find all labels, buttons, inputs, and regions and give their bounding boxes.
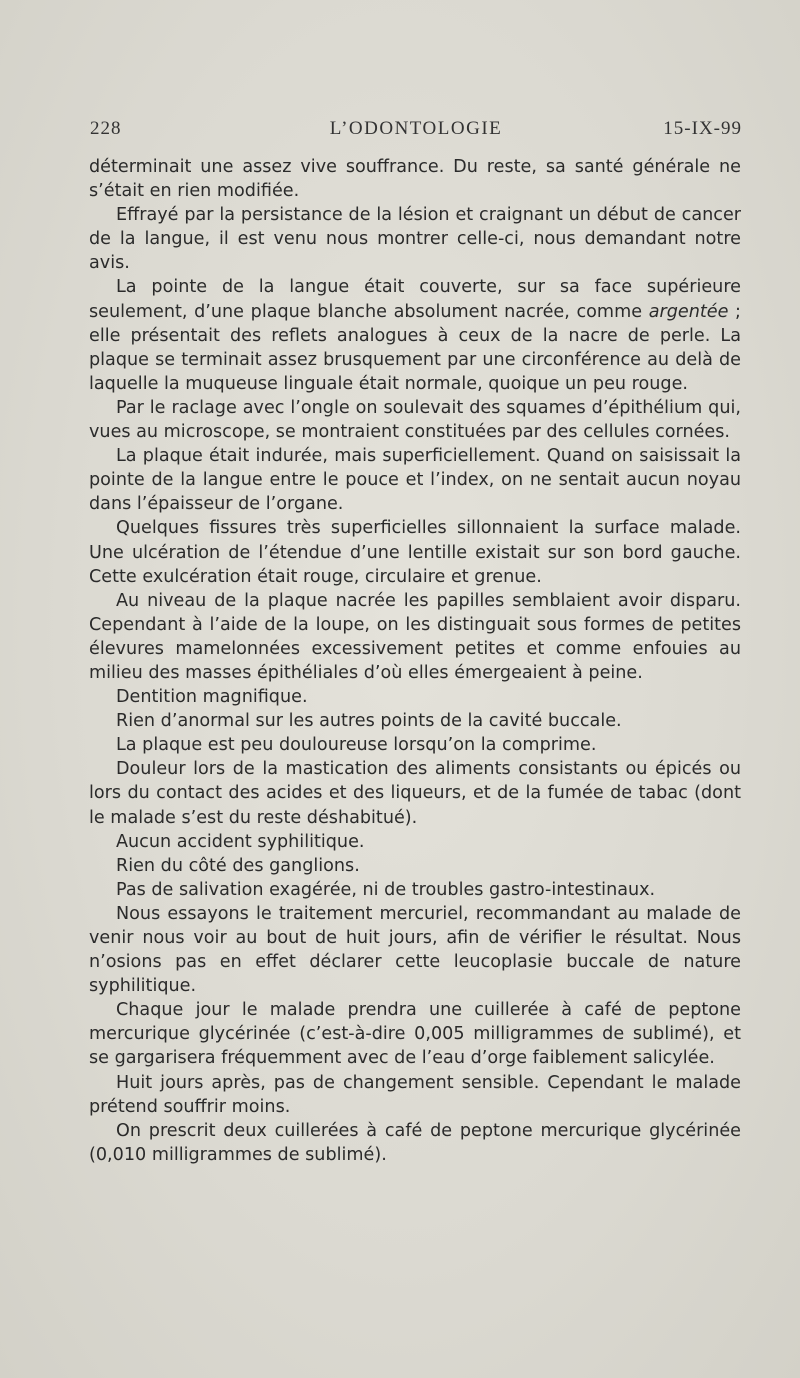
body-text [89,155,741,1167]
issue-date: 15-IX-99 [663,118,742,139]
paragraph: Quelques fissures très superficielles sillonnaient la surface malade. Une ulcération de l’étendue d’une lentille existait sur son bord gauche. Cette exulcération était rouge, circulaire et grenue. [89,518,741,587]
paragraph: déterminait une assez vive souffrance. Du reste, sa santé générale ne s’était en rien modifiée. [89,157,741,202]
page-number: 228 [90,118,122,139]
paragraph: Par le raclage avec l’ongle on soulevait des squames d’épithélium qui, vues au microscope, se montraient constituées par des cellules cornées. [89,397,741,443]
paragraph: On prescrit deux cuillerées à café de peptone mercurique glycérinée (0,010 milligrammes de sublimé). [89,1120,741,1165]
paragraph: Douleur lors de la mastication des aliments consistants ou épicés ou lors du contact des acides et des liqueurs, et de la fumée de tabac (dont le malade s’est du reste déshabitué). [89,759,741,828]
paragraph: Huit jours après, pas de changement sensible. Cependant le malade prétend souffrir moins. [89,1072,741,1117]
paragraph: La plaque est peu douloureuse lorsqu’on la comprime. [116,735,597,756]
paragraph: La plaque était indurée, mais superficiellement. Quand on saisissait la pointe de la langue entre le pouce et l’index, on ne sentait aucun noyau dans l’épaisseur de l’organe. [89,446,741,515]
paragraph: Effrayé par la persistance de la lésion et craignant un début de cancer de la langue, il est venu nous montrer celle-ci, nous demandant notre avis. [89,205,741,274]
journal-title: L’ODONTOLOGIE [329,118,503,139]
paragraph: La pointe de la langue était couverte, sur sa face supérieure seulement, d’une plaque blanche absolument nacrée, comme argentée ; elle présentait des reflets analogues à ceux de la nacre de perle. La plaque se terminait assez brusquement par une circonférence au delà de laquelle la muqueuse linguale était normale, quoique un peu rouge. [89,277,741,394]
paragraph: Aucun accident syphilitique. [116,831,365,852]
paragraph: Dentition magnifique. [116,687,308,708]
paragraph: Chaque jour le malade prendra une cuillerée à café de peptone mercurique glycérinée (c’est-à-dire 0,005 milligrammes de sublimé), et se gargarisera fréquemment avec de l’eau d’orge faiblement salicylée. [89,1000,741,1069]
paragraph: Rien d’anormal sur les autres points de la cavité buccale. [116,711,622,732]
running-header [90,118,742,144]
emphasis: argentée [648,301,729,322]
paragraph: Nous essayons le traitement mercuriel, recommandant au malade de venir nous voir au bout de huit jours, afin de vérifier le résultat. Nous n’osions pas en effet déclarer cette leucoplasie buccale de nature syphilitique. [89,903,741,997]
paragraph: Rien du côté des ganglions. [116,855,360,876]
paragraph: Pas de salivation exagérée, ni de troubles gastro-intestinaux. [116,879,656,900]
paragraph: Au niveau de la plaque nacrée les papilles semblaient avoir disparu. Cependant à l’aide de la loupe, on les distinguait sous formes de petites élevures mamelonnées excessivement petites et comme enfouies au milieu des masses épithéliales d’où elles émergeaient à peine. [89,590,741,683]
